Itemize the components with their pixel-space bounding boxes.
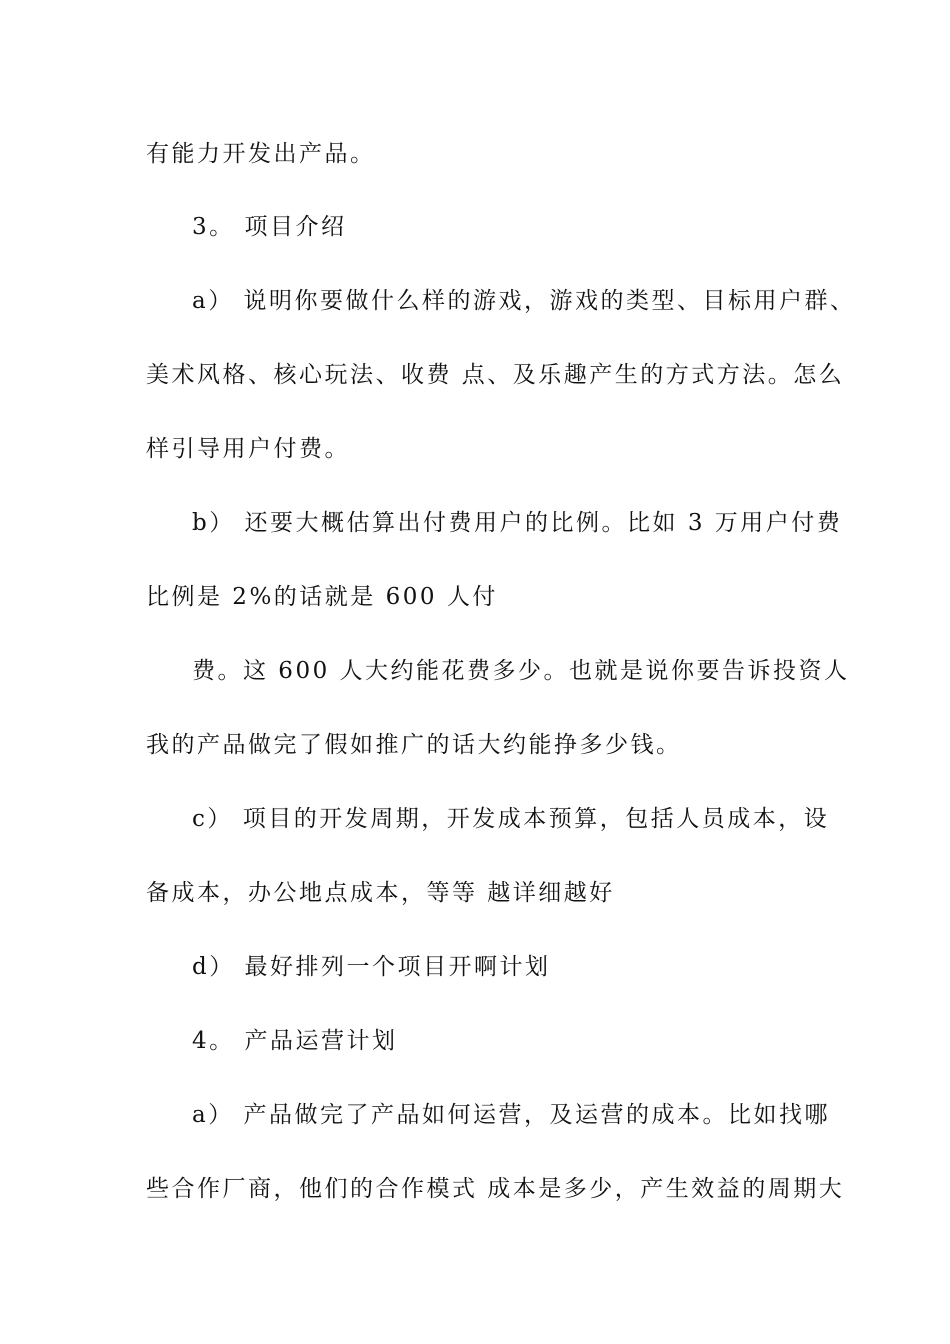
- paragraph-line: 我的产品做完了假如推广的话大约能挣多少钱。: [146, 732, 682, 758]
- paragraph-line: 有能力开发出产品。: [146, 141, 376, 167]
- paragraph-line: 费。这 600 人大约能花费多少。也就是说你要告诉投资人: [192, 658, 850, 684]
- section-heading: 4。 产品运营计划: [192, 1028, 398, 1054]
- paragraph-line: c） 项目的开发周期，开发成本预算，包括人员成本，设: [192, 806, 830, 832]
- paragraph-line: 些合作厂商，他们的合作模式 成本是多少，产生效益的周期大: [146, 1176, 845, 1202]
- paragraph-line: d） 最好排列一个项目开啊计划: [192, 954, 551, 980]
- paragraph-line: 比例是 2%的话就是 600 人付: [146, 584, 498, 610]
- paragraph-line: a） 产品做完了产品如何运营，及运营的成本。比如找哪: [192, 1102, 831, 1128]
- paragraph-line: 备成本，办公地点成本，等等 越详细越好: [146, 880, 615, 906]
- paragraph-line: 样引导用户付费。: [146, 436, 350, 462]
- paragraph-line: a） 说明你要做什么样的游戏，游戏的类型、目标用户群、: [192, 288, 856, 314]
- paragraph-line: 美术风格、核心玩法、收费 点、及乐趣产生的方式方法。怎么: [146, 362, 845, 388]
- section-heading: 3。 项目介绍: [192, 214, 347, 240]
- paragraph-line: b） 还要大概估算出付费用户的比例。比如 3 万用户付费: [192, 510, 843, 536]
